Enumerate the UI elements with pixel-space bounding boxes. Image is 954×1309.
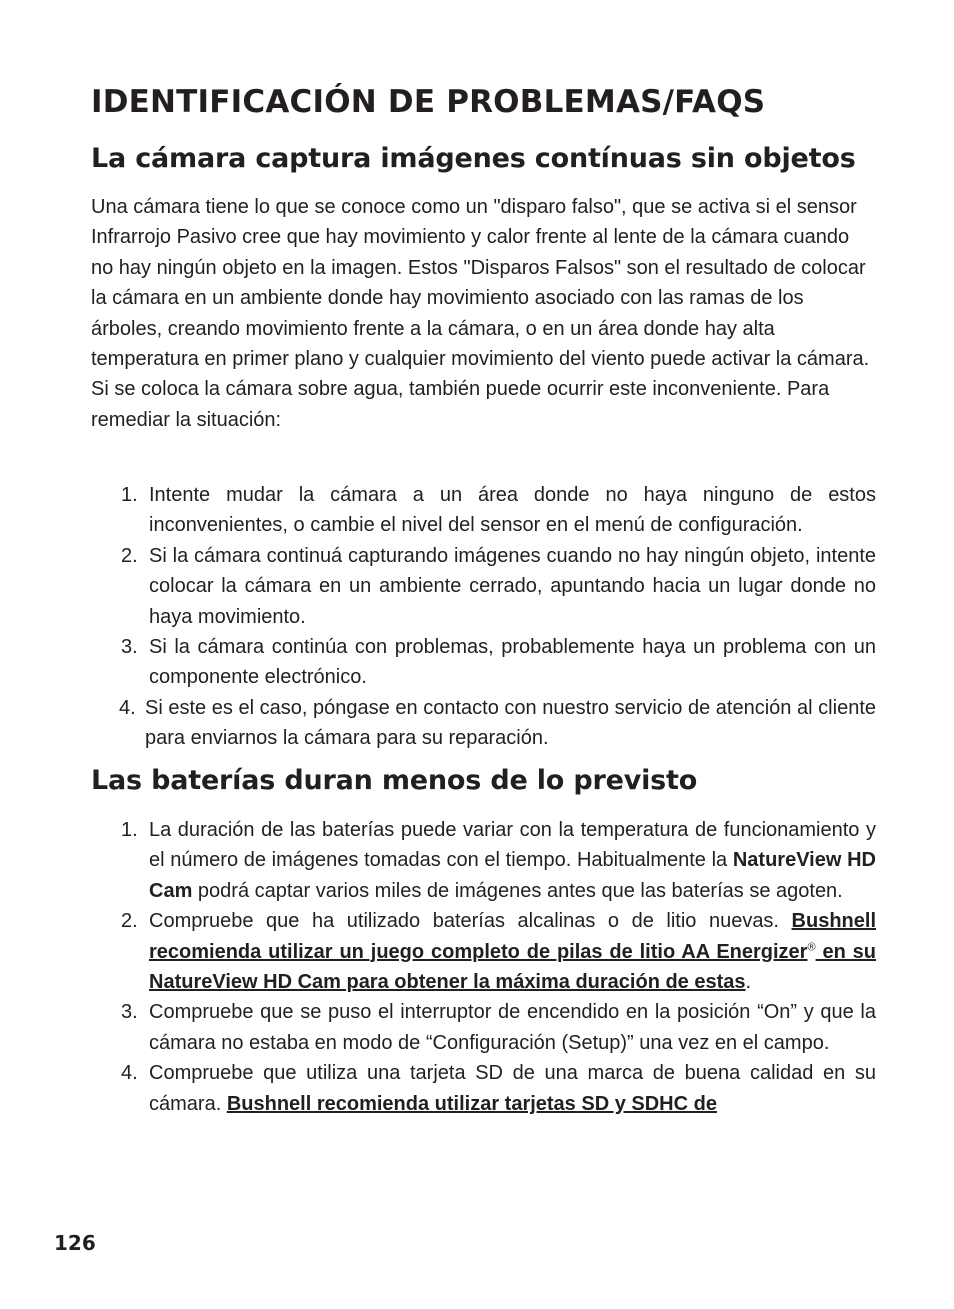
list-item-number: 3.: [121, 1001, 138, 1024]
list-item: [91, 815, 876, 906]
list-item-text: Si la cámara continúa con problemas, probablemente haya un problema con un componente electrónico.: [149, 636, 876, 689]
list-item-text: Compruebe que ha utilizado baterías alcalinas o de litio nuevas.: [149, 910, 792, 933]
list-item-text: Intente mudar la cámara a un área donde no haya ninguno de estos inconvenientes, o cambie el nivel del sensor en el menú de configuración.: [149, 484, 876, 537]
registered-mark: ®: [807, 940, 816, 953]
list-item-text: Si este es el caso, póngase en contacto con nuestro servicio de atención al cliente para enviarnos la cámara para su reparación.: [145, 696, 876, 750]
recommendation-text: en su NatureView HD Cam para obtener la máxima duración de estas: [149, 940, 877, 994]
list-item-text: Compruebe que utiliza una tarjeta SD de una marca de buena calidad en su cámara.: [149, 1062, 876, 1115]
list-item-number: 2.: [121, 544, 138, 567]
list-item-text: Si la cámara continuá capturando imágenes cuando no hay ningún objeto, intente colocar la cámara en un ambiente cerrado, apuntando hacia un lugar donde no haya movimiento.: [149, 544, 876, 628]
list-item-number: 4.: [121, 1062, 138, 1085]
list-item-number: 4.: [119, 696, 136, 719]
list-item: [91, 541, 876, 632]
recommendation-text: Bushnell recomienda utilizar un juego completo de pilas de litio AA Energizer: [149, 910, 876, 963]
list-item-number: 1.: [121, 484, 138, 506]
page-title: IDENTIFICACIÓN DE PROBLEMAS/FAQS: [91, 84, 766, 120]
list-item-text: .: [745, 971, 752, 994]
list-item-text: La duración de las baterías puede variar con la temperatura de funcionamiento y el número de imágenes tomadas con el tiempo. Habitualmente la: [149, 819, 876, 872]
remedy-list: [91, 480, 876, 754]
list-item-number: 2.: [121, 910, 138, 933]
list-item-text: podrá captar varios miles de imágenes antes que las baterías se agoten.: [192, 879, 843, 902]
section-paragraph: Una cámara tiene lo que se conoce como un "disparo falso", que se activa si el sensor Infrarrojo Pasivo cree que hay movimiento y calor frente al lente de la cámara cuando no hay ningún objeto en la imagen. Estos "Disparos Falsos" son el resultado de colocar la cámara en un ambiente donde hay movimiento asociado con las ramas de los árboles, creando movimiento frente a la cámara, o en un área donde hay alta temperatura en primer plano y cualquier movimiento del viento puede activar la cámara. Si se coloca la cámara sobre agua, también puede ocurrir este inconveniente. Para remediar la situación:: [91, 196, 870, 431]
list-item: [91, 480, 876, 541]
product-name: NatureView HD Cam: [149, 849, 876, 902]
recommendation-text: Bushnell recomienda utilizar tarjetas SD y SDHC de: [226, 1092, 717, 1115]
section-heading-battery-life: Las baterías duran menos de lo previsto: [91, 765, 698, 796]
list-item: [91, 997, 876, 1058]
section-heading-continuous-capture: La cámara captura imágenes contínuas sin objetos: [91, 143, 856, 174]
list-item-number: 3.: [121, 636, 138, 659]
list-item: [91, 906, 876, 997]
list-item: [91, 632, 876, 693]
list-item: [91, 1058, 876, 1119]
list-item: [91, 693, 876, 754]
list-item-text: Compruebe que se puso el interruptor de encendido en la posición “On” y que la cámara no estaba en modo de “Configuración (Setup)” una vez en el campo.: [149, 1001, 876, 1054]
list-item-number: 1.: [121, 819, 138, 841]
page-number: 126: [54, 1231, 96, 1255]
battery-tips-list: [91, 815, 876, 1119]
